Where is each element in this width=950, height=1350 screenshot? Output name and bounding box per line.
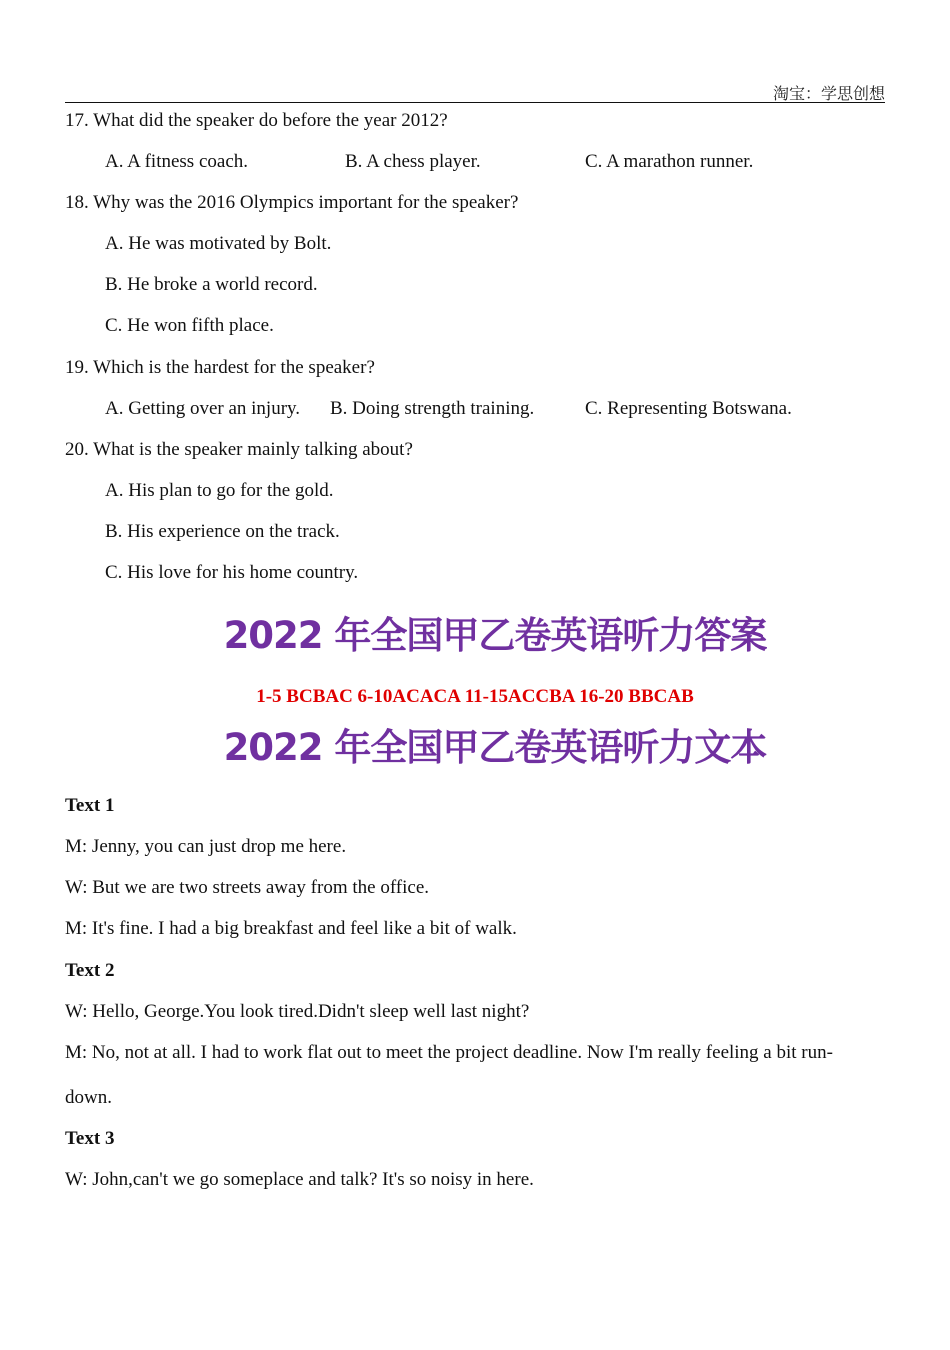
header-divider [65, 102, 885, 103]
question-19-option-a: A. Getting over an injury. [105, 398, 301, 419]
text-1-line-2: W: But we are two streets away from the office. [65, 877, 430, 898]
text-2-line-3: down. [65, 1087, 112, 1108]
question-17-option-b: B. A chess player. [345, 151, 481, 172]
question-18-option-b: B. He broke a world record. [105, 274, 318, 295]
question-20-option-a: A. His plan to go for the gold. [105, 480, 334, 501]
text-1-line-3: M: It's fine. I had a big breakfast and feel like a bit of walk. [65, 918, 517, 939]
text-1-heading: Text 1 [65, 795, 115, 816]
text-2-heading: Text 2 [65, 960, 115, 981]
question-18-option-a: A. He was motivated by Bolt. [105, 233, 332, 254]
question-18-stem: 18. Why was the 2016 Olympics important for the speaker? [65, 192, 519, 213]
answer-key-title: 2022 年全国甲乙卷英语听力答案 [223, 614, 767, 657]
question-17-options [105, 150, 905, 174]
transcript-title: 2022 年全国甲乙卷英语听力文本 [223, 726, 767, 769]
question-19-option-c: C. Representing Botswana. [585, 398, 792, 419]
text-3-heading: Text 3 [65, 1128, 115, 1149]
question-18-option-c: C. He won fifth place. [105, 315, 274, 336]
question-20-option-c: C. His love for his home country. [105, 562, 359, 583]
text-3-line-1: W: John,can't we go someplace and talk? It's so noisy in here. [65, 1169, 534, 1190]
text-2-line-1: W: Hello, George.You look tired.Didn't sleep well last night? [65, 1001, 530, 1022]
text-1-line-1: M: Jenny, you can just drop me here. [65, 836, 347, 857]
page-header-text: 淘宝：学思创想 [772, 84, 885, 103]
question-17-stem: 17. What did the speaker do before the year 2012? [65, 110, 448, 131]
question-20-stem: 20. What is the speaker mainly talking about? [65, 439, 413, 460]
question-20-option-b: B. His experience on the track. [105, 521, 340, 542]
question-19-stem: 19. Which is the hardest for the speaker? [65, 357, 375, 378]
answer-key: 1-5 BCBAC 6-10ACACA 11-15ACCBA 16-20 BBCAB [256, 686, 694, 707]
question-17-option-a: A. A fitness coach. [105, 151, 249, 172]
text-2-line-2: M: No, not at all. I had to work flat out to meet the project deadline. Now I'm really feeling a bit run- [65, 1042, 833, 1063]
question-17-option-c: C. A marathon runner. [585, 151, 754, 172]
question-19-options [105, 397, 905, 421]
question-19-option-b: B. Doing strength training. [330, 398, 535, 419]
